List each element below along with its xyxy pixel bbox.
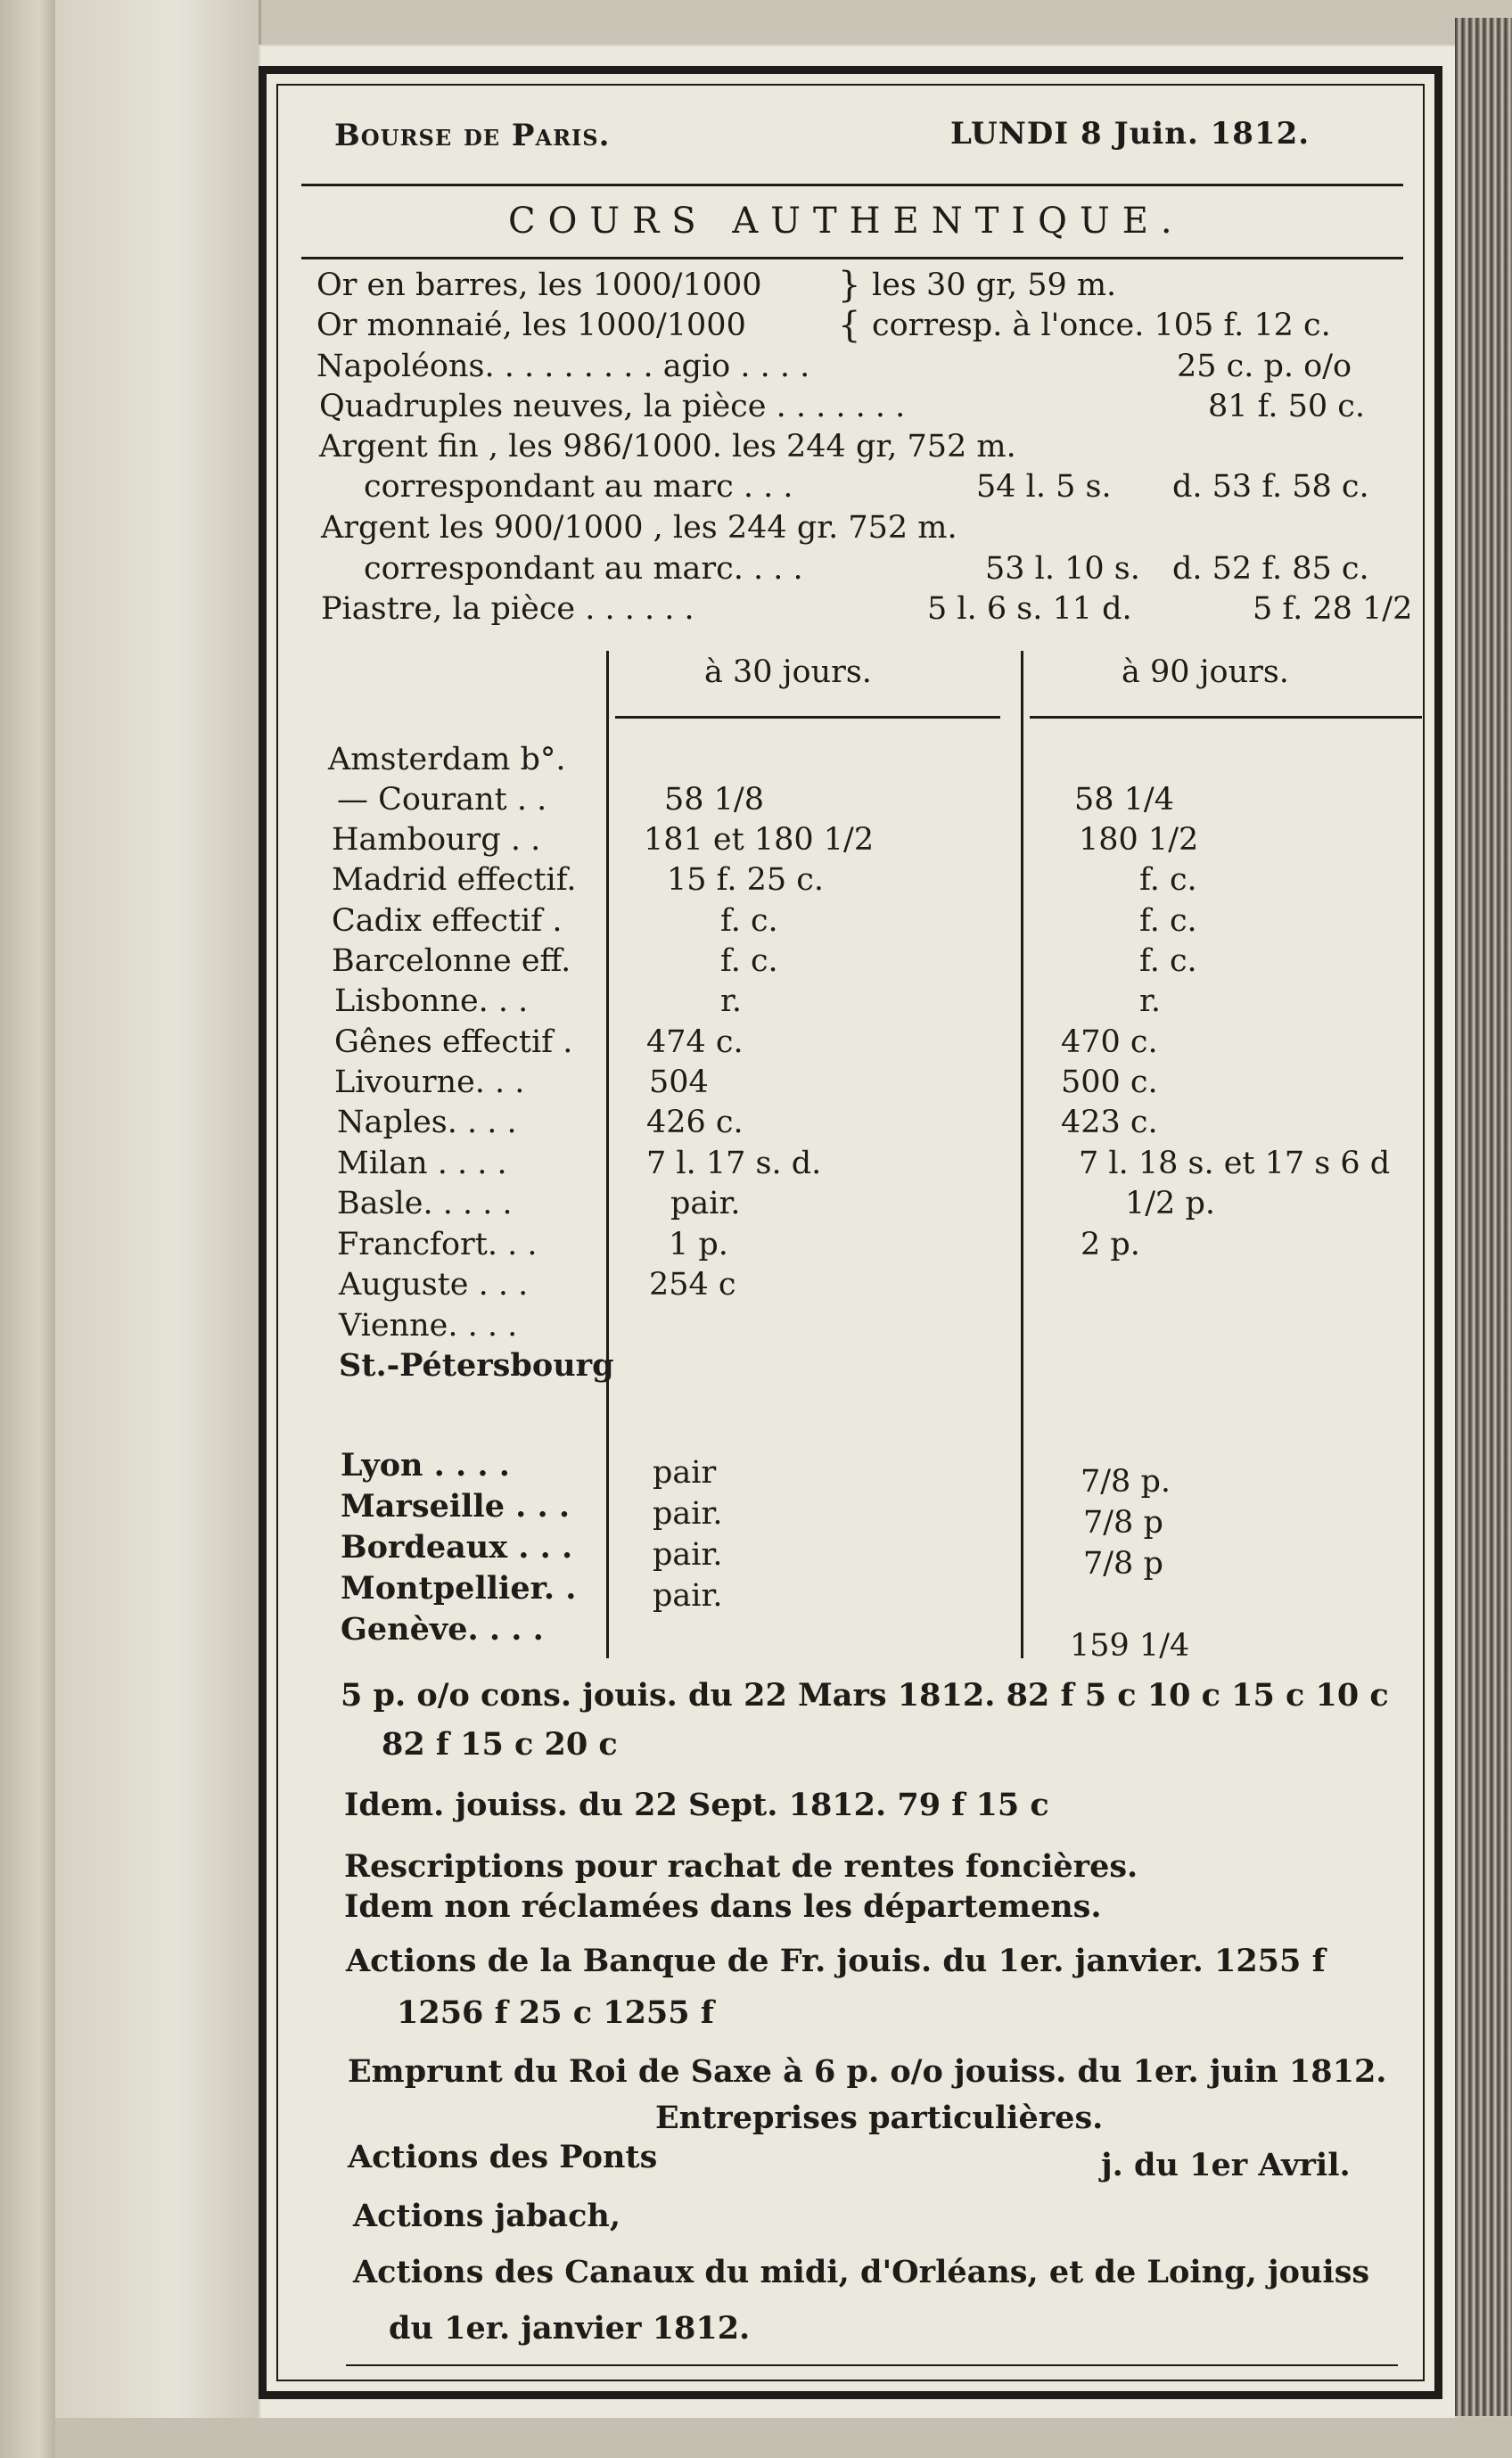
rate-30: 1 p. (669, 1227, 728, 1262)
canaux-line1: Actions des Canaux du midi, d'Orléans, et de Loing, jouiss (353, 2254, 1370, 2290)
rate-30: 254 c (649, 1267, 736, 1303)
rate-90: 7/8 p (1083, 1546, 1163, 1582)
city-name: Montpellier. . (341, 1570, 577, 1607)
city-name: Hambourg . . (332, 822, 541, 858)
actions-ponts-jouiss: j. du 1er Avril. (1101, 2147, 1351, 2183)
city-name: Genève. . . . (341, 1611, 544, 1648)
rescriptions: Rescriptions pour rachat de rentes foncières. (344, 1848, 1138, 1885)
rate-30: 181 et 180 1/2 (644, 822, 875, 858)
rate-90: 7/8 p (1083, 1505, 1163, 1541)
argent-fin-corr: correspondant au marc . . . (364, 469, 793, 505)
title-rule (301, 257, 1403, 259)
argent-fin-corr-value2: d. 53 f. 58 c. (1172, 469, 1369, 505)
city-name: Cadix effectif . (332, 903, 563, 939)
city-name: Marseille . . . (341, 1488, 571, 1525)
idem-sept: Idem. jouiss. du 22 Sept. 1812. 79 f 15 c (344, 1787, 1049, 1823)
napoleons-value: 25 c. p. o/o (1177, 349, 1352, 384)
column-header-rule-90 (1030, 716, 1422, 719)
rate-30: 504 (649, 1065, 709, 1100)
rate-90: 180 1/2 (1079, 822, 1199, 858)
column-header-30: à 30 jours. (704, 654, 872, 690)
column-divider-right (1021, 651, 1023, 1658)
canaux-line2: du 1er. janvier 1812. (389, 2310, 751, 2347)
brace-top: } (838, 265, 861, 306)
rate-30: 58 1/8 (664, 782, 764, 818)
rate-90: 159 1/4 (1070, 1628, 1190, 1664)
argent-900-corr-value: 53 l. 10 s. (985, 551, 1140, 587)
city-name: Madrid effectif. (332, 862, 577, 898)
or-barres-value: les 30 gr, 59 m. (872, 267, 1117, 303)
header-rule (301, 184, 1403, 186)
banque-line1: Actions de la Banque de Fr. jouis. du 1er. janvier. 1255 f (346, 1943, 1326, 1979)
rate-30: pair (653, 1455, 717, 1491)
city-name: Francfort. . . (337, 1227, 538, 1262)
scan-background-left (0, 0, 55, 2458)
piastre-label: Piastre, la pièce . . . . . . (321, 591, 694, 627)
cinq-pour-cent-line1: 5 p. o/o cons. jouis. du 22 Mars 1812. 82 f 5 c 10 c 15 c 10 c (341, 1677, 1389, 1714)
city-name: Bordeaux . . . (341, 1529, 573, 1566)
rate-90: 58 1/4 (1074, 782, 1174, 818)
argent-fin-corr-value: 54 l. 5 s. (976, 469, 1112, 505)
column-divider-left (606, 651, 609, 1658)
page-title: COURS AUTHENTIQUE. (508, 201, 1185, 242)
rate-30: 426 c. (646, 1105, 744, 1140)
city-name: Amsterdam b°. (328, 742, 566, 777)
quadruples-value: 81 f. 50 c. (1208, 389, 1366, 424)
rate-90: f. c. (1139, 943, 1197, 979)
rate-90: 500 c. (1061, 1065, 1158, 1100)
rate-30: 7 l. 17 s. d. (646, 1146, 822, 1181)
city-name: Vienne. . . . (339, 1308, 518, 1344)
argent-900-label: Argent les 900/1000 , les 244 gr. 752 m. (321, 510, 957, 546)
banque-line2: 1256 f 25 c 1255 f (397, 1994, 714, 2031)
argent-900-corr: correspondant au marc. . . . (364, 551, 803, 587)
rate-90: f. c. (1139, 862, 1197, 898)
piastre-value2: 5 f. 28 1/2 (1253, 591, 1413, 627)
city-name: Lisbonne. . . (334, 983, 529, 1019)
page-edges (1455, 18, 1512, 2416)
argent-900-corr-value2: d. 52 f. 85 c. (1172, 551, 1369, 587)
rate-90: r. (1139, 983, 1162, 1019)
scan-background-bottom (55, 2418, 1512, 2458)
header-right: LUNDI 8 Juin. 1812. (950, 116, 1311, 152)
rate-30: pair. (653, 1496, 723, 1532)
city-name: St.-Pétersbourg (339, 1347, 614, 1384)
quadruples-label: Quadruples neuves, la pièce . . . . . . . (319, 389, 906, 424)
header-left: Bourse de Paris. (334, 118, 611, 153)
piastre-value: 5 l. 6 s. 11 d. (927, 591, 1132, 627)
actions-jabach: Actions jabach, (353, 2198, 621, 2234)
cinq-pour-cent-line2: 82 f 15 c 20 c (382, 1726, 618, 1763)
rate-30: pair. (653, 1537, 723, 1573)
entreprises-heading: Entreprises particulières. (655, 2100, 1104, 2136)
rate-90: f. c. (1139, 903, 1197, 939)
city-name: Lyon . . . . (341, 1447, 510, 1484)
city-name: Livourne. . . (334, 1065, 525, 1100)
rate-30: pair. (670, 1186, 741, 1221)
column-header-90: à 90 jours. (1122, 654, 1289, 690)
city-name: Naples. . . . (337, 1105, 517, 1140)
column-header-rule-30 (615, 716, 1000, 719)
rate-90: 470 c. (1061, 1024, 1158, 1060)
city-name: Barcelonne eff. (332, 943, 571, 979)
rate-90: 423 c. (1061, 1105, 1158, 1140)
napoleons-label: Napoléons. . . . . . . . . agio . . . . (316, 349, 810, 384)
city-name: Basle. . . . . (337, 1186, 513, 1221)
rate-30: f. c. (720, 903, 778, 939)
city-name: — Courant . . (337, 782, 547, 818)
city-name: Gênes effectif . (334, 1024, 573, 1060)
actions-ponts: Actions des Ponts (348, 2139, 658, 2175)
or-barres-label: Or en barres, les 1000/1000 (316, 267, 762, 303)
rate-30: f. c. (720, 943, 778, 979)
rate-90: 7 l. 18 s. et 17 s 6 d (1079, 1146, 1391, 1181)
or-monnaie-label: Or monnaié, les 1000/1000 (316, 308, 746, 343)
footer-rule (346, 2364, 1398, 2366)
city-name: Milan . . . . (337, 1146, 507, 1181)
rate-90: 7/8 p. (1081, 1464, 1171, 1500)
brace-bottom: { (838, 305, 861, 346)
rate-30: 474 c. (646, 1024, 744, 1060)
emprunt-saxe: Emprunt du Roi de Saxe à 6 p. o/o jouiss. du 1er. juin 1812. (348, 2053, 1387, 2090)
rate-30: pair. (653, 1578, 723, 1614)
argent-fin-label: Argent fin , les 986/1000. les 244 gr, 752 m. (319, 429, 1016, 464)
rate-30: r. (720, 983, 743, 1019)
book-spine (55, 0, 261, 2458)
rate-90: 1/2 p. (1125, 1186, 1215, 1221)
city-name: Auguste . . . (339, 1267, 529, 1303)
idem-non-reclamees: Idem non réclamées dans les départemens. (344, 1888, 1102, 1925)
rate-30: 15 f. 25 c. (667, 862, 825, 898)
rate-90: 2 p. (1081, 1227, 1140, 1262)
or-monnaie-value: corresp. à l'once. 105 f. 12 c. (872, 308, 1331, 343)
